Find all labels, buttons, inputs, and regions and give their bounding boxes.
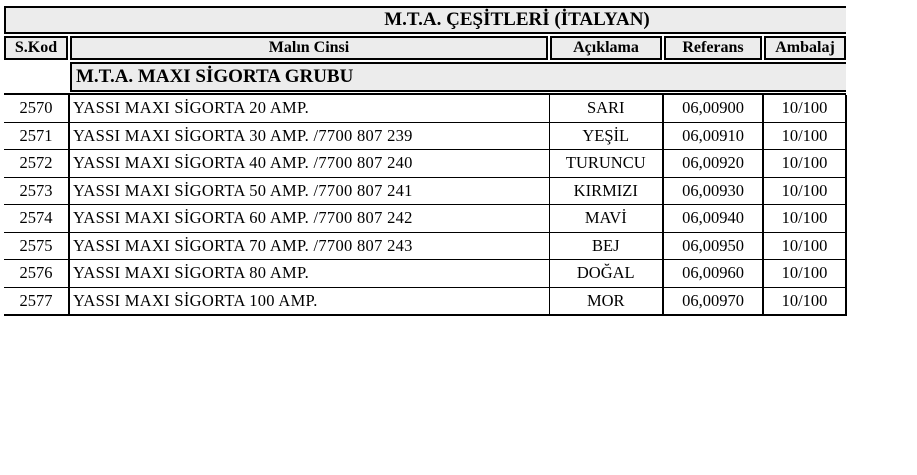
cell-malin-cinsi: YASSI MAXI SİGORTA 100 AMP. [69,287,549,315]
cell-ambalaj: 10/100 [763,122,846,150]
cell-kod: 2570 [4,95,69,122]
cell-kod: 2575 [4,232,69,260]
cell-kod: 2574 [4,205,69,233]
cell-ambalaj: 10/100 [763,95,846,122]
cell-aciklama: TURUNCU [549,150,663,178]
cell-ambalaj: 10/100 [763,177,846,205]
sheet-title: M.T.A. ÇEŞİTLERİ (İTALYAN) [384,9,650,30]
cell-referans: 06,00920 [663,150,763,178]
cell-referans: 06,00900 [663,95,763,122]
cell-kod: 2572 [4,150,69,178]
cell-referans: 06,00970 [663,287,763,315]
cell-kod: 2577 [4,287,69,315]
cell-malin-cinsi: YASSI MAXI SİGORTA 50 AMP. /7700 807 241 [69,177,549,205]
cell-aciklama: KIRMIZI [549,177,663,205]
header-malin-cinsi: Malın Cinsi [70,36,548,60]
cell-aciklama: DOĞAL [549,260,663,288]
cell-kod: 2573 [4,177,69,205]
cell-kod: 2571 [4,122,69,150]
cell-ambalaj: 10/100 [763,232,846,260]
cell-referans: 06,00940 [663,205,763,233]
cell-malin-cinsi: YASSI MAXI SİGORTA 40 AMP. /7700 807 240 [69,150,549,178]
product-table [4,95,847,316]
cell-ambalaj: 10/100 [763,287,846,315]
sheet-title-bar [4,6,846,34]
table-row [4,205,846,233]
cell-referans: 06,00930 [663,177,763,205]
cell-referans: 06,00910 [663,122,763,150]
cell-ambalaj: 10/100 [763,205,846,233]
header-referans: Referans [664,36,762,60]
cell-aciklama: BEJ [549,232,663,260]
cell-aciklama: MAVİ [549,205,663,233]
header-kod: S.Kod [4,36,68,60]
cell-malin-cinsi: YASSI MAXI SİGORTA 80 AMP. [69,260,549,288]
cell-aciklama: SARI [549,95,663,122]
cell-kod: 2576 [4,260,69,288]
table-row [4,177,846,205]
header-aciklama: Açıklama [550,36,662,60]
cell-malin-cinsi: YASSI MAXI SİGORTA 70 AMP. /7700 807 243 [69,232,549,260]
cell-referans: 06,00960 [663,260,763,288]
cell-malin-cinsi: YASSI MAXI SİGORTA 60 AMP. /7700 807 242 [69,205,549,233]
table-row [4,260,846,288]
cell-ambalaj: 10/100 [763,150,846,178]
group-title: M.T.A. MAXI SİGORTA GRUBU [70,62,846,92]
cell-ambalaj: 10/100 [763,260,846,288]
cell-aciklama: MOR [549,287,663,315]
header-ambalaj: Ambalaj [764,36,846,60]
table-row [4,232,846,260]
table-row [4,122,846,150]
cell-malin-cinsi: YASSI MAXI SİGORTA 30 AMP. /7700 807 239 [69,122,549,150]
cell-referans: 06,00950 [663,232,763,260]
table-row [4,287,846,315]
table-row [4,95,846,122]
cell-aciklama: YEŞİL [549,122,663,150]
cell-malin-cinsi: YASSI MAXI SİGORTA 20 AMP. [69,95,549,122]
table-row [4,150,846,178]
